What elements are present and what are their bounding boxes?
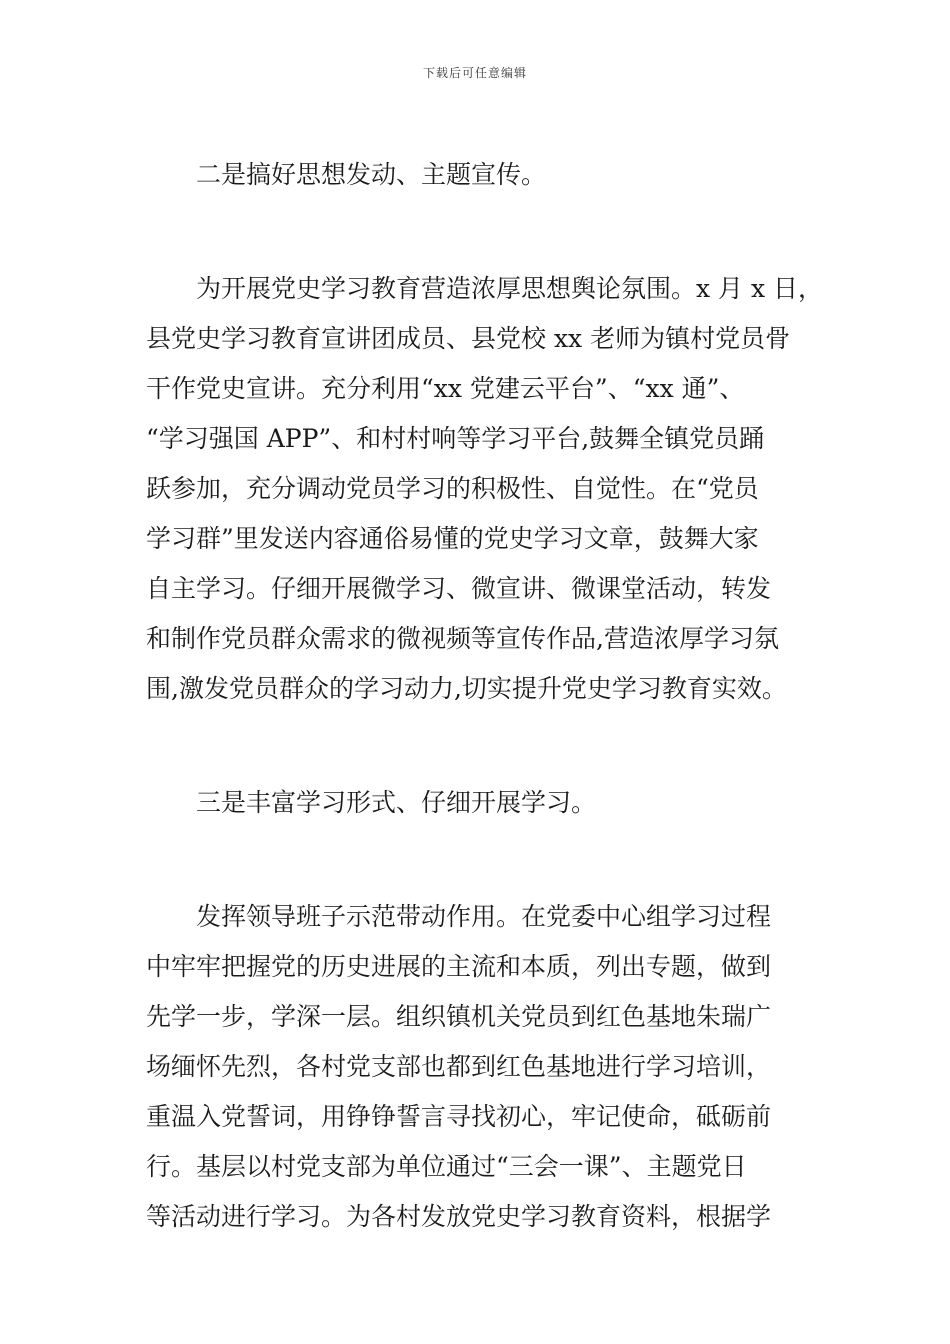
- page-header: 下载后可任意编辑: [422, 66, 527, 80]
- paragraph-line: 发挥领导班子示范带动作用。在党委中心组学习过程: [196, 902, 772, 931]
- paragraph-line: 围,激发党员群众的学习动力,切实提升党史学习教育实效。: [146, 674, 787, 703]
- spacer: [146, 200, 812, 264]
- section-heading-3: 三是丰富学习形式、仔细开展学习。: [196, 788, 597, 817]
- paragraph-line: 行。基层以村党支部为单位通过“三会一课”、主题党日: [146, 1152, 747, 1181]
- document-body: [146, 150, 824, 1242]
- spacer: [146, 828, 812, 892]
- paragraph-line: 跃参加，充分调动党员学习的积极性、自觉性。在“党员: [146, 474, 759, 503]
- paragraph-line: 学习群”里发送内容通俗易懂的党史学习文章，鼓舞大家: [146, 524, 759, 553]
- paragraph-line: 中牢牢把握党的历史进展的主流和本质，列出专题，做到: [146, 952, 772, 981]
- paragraph-line: 重温入党誓词，用铮铮誓言寻找初心，牢记使命，砥砺前: [146, 1102, 772, 1131]
- section-heading-2: 二是搞好思想发动、主题宣传。: [196, 160, 547, 189]
- paragraph-line: 为开展党史学习教育营造浓厚思想舆论氛围。x 月 x 日，: [196, 274, 824, 303]
- paragraph-line: 等活动进行学习。为各村发放党史学习教育资料，根据学: [146, 1202, 772, 1231]
- paragraph-line: 先学一步，学深一层。组织镇机关党员到红色基地朱瑞广: [146, 1002, 772, 1031]
- paragraph-line: 干作党史宣讲。充分利用“xx 党建云平台”、“xx 通”、: [146, 374, 745, 403]
- spacer: [146, 714, 812, 778]
- paragraph-line: 和制作党员群众需求的微视频等宣传作品,营造浓厚学习氛: [146, 624, 779, 653]
- paragraph-line: 县党史学习教育宣讲团成员、县党校 xx 老师为镇村党员骨: [146, 324, 791, 353]
- paragraph-line: 自主学习。仔细开展微学习、微宣讲、微课堂活动，转发: [146, 574, 772, 603]
- section-paragraph-2: [146, 264, 824, 714]
- paragraph-line: 场缅怀先烈，各村党支部也都到红色基地进行学习培训，: [146, 1052, 772, 1081]
- section-paragraph-3: [146, 892, 812, 1242]
- paragraph-line: “学习强国 APP”、和村村响等学习平台,鼓舞全镇党员踊: [146, 424, 765, 453]
